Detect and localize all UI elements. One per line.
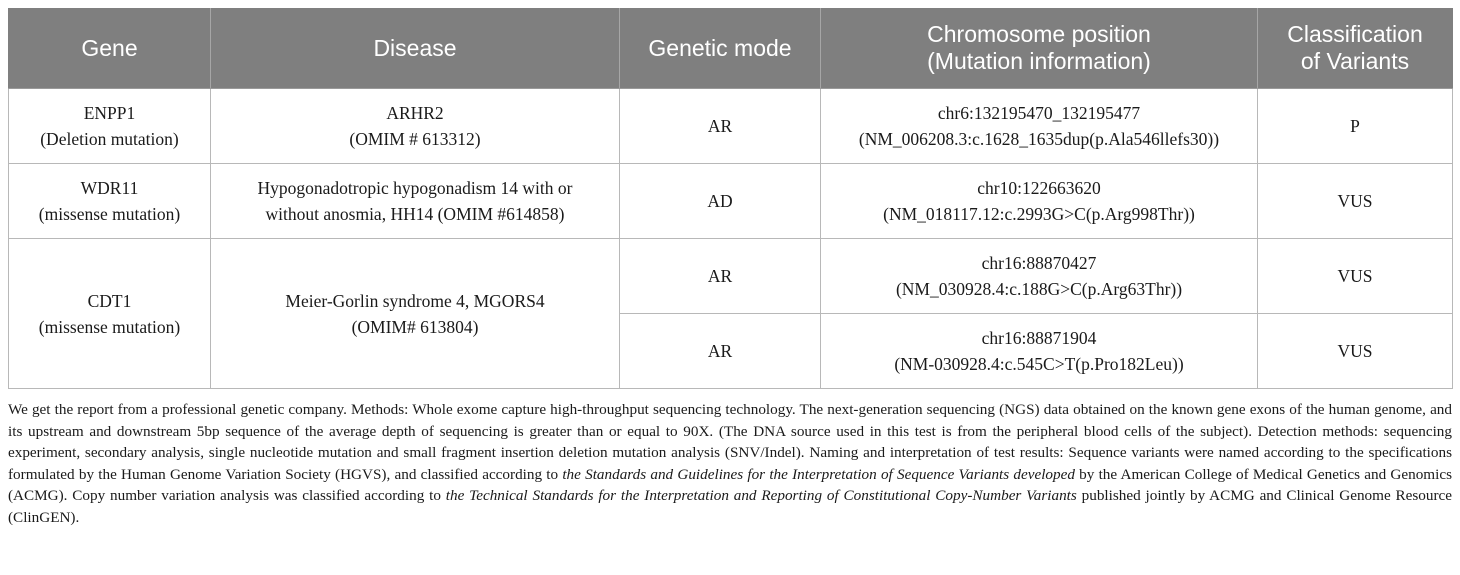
gene-cell [9,239,211,389]
gene-name: WDR11 [80,178,139,198]
mutation-information: (NM-030928.4:c.545C>T(p.Pro182Leu)) [894,354,1184,374]
disease-omim: (OMIM # 613312) [349,129,481,149]
disease-omim: without anosmia, HH14 (OMIM #614858) [265,204,565,224]
footnote-cnv-standard-title: the Technical Standards for the Interpretation and Reporting of Constitutional Copy-Number Variants [445,487,1077,505]
table-row [9,239,1453,314]
classification-cell: VUS [1258,164,1453,239]
table-footnote [8,399,1452,529]
chromosome-position-cell [821,89,1258,164]
header-chromosome-line2: (Mutation information) [927,48,1151,74]
chromosome-position: chr16:88871904 [981,328,1097,348]
mutation-information: (NM_018117.12:c.2993G>C(p.Arg998Thr)) [883,204,1195,224]
header-chromosome-position [821,8,1258,89]
variants-table [8,8,1453,389]
disease-cell [211,164,620,239]
header-classification [1258,8,1453,89]
header-chromosome-line1: Chromosome position [927,21,1151,47]
disease-omim: (OMIM# 613804) [351,316,479,337]
chromosome-position: chr16:88870427 [981,253,1097,273]
header-classification-line2: of Variants [1300,48,1410,74]
footnote-acmg-guideline-title: the Standards and Guidelines for the Interpretation of Sequence Variants developed [562,465,1075,483]
header-gene: Gene [9,8,211,89]
disease-name: ARHR2 [386,103,444,123]
disease-cell [211,239,620,389]
table-row [9,164,1453,239]
disease-name: Meier-Gorlin syndrome 4, MGORS4 [285,290,545,311]
genetic-mode-cell: AR [620,314,821,389]
gene-cell [9,164,211,239]
mutation-information: (NM_030928.4:c.188G>C(p.Arg63Thr)) [895,279,1183,299]
footnote-text: by the American College of Medical Genetics and Genomics (ACMG). Copy number variation analysis was classified according to [8,465,1452,505]
header-classification-line1: Classification [1287,21,1423,47]
gene-name: CDT1 [87,290,132,311]
classification-cell: P [1258,89,1453,164]
header-disease: Disease [211,8,620,89]
chromosome-position-cell [821,164,1258,239]
genetic-mode-cell: AR [620,239,821,314]
footnote-text: published jointly by ACMG and Clinical Genome Resource (ClinGEN). [8,487,1453,526]
mutation-information: (NM_006208.3:c.1628_1635dup(p.Ala546llefs30)) [858,129,1220,149]
gene-name: ENPP1 [83,103,136,123]
genetic-mode-cell: AD [620,164,821,239]
header-row [9,8,1453,89]
chromosome-position-cell [821,314,1258,389]
header-genetic-mode: Genetic mode [620,8,821,89]
genetic-mode-cell: AR [620,89,821,164]
mutation-type: (missense mutation) [38,204,181,224]
classification-cell: VUS [1258,239,1453,314]
chromosome-position: chr6:132195470_132195477 [937,103,1141,123]
table-row [9,89,1453,164]
disease-name: Hypogonadotropic hypogonadism 14 with or [257,178,573,198]
mutation-type: (missense mutation) [38,316,181,337]
classification-cell: VUS [1258,314,1453,389]
mutation-type: (Deletion mutation) [40,129,179,149]
gene-cell [9,89,211,164]
chromosome-position-cell [821,239,1258,314]
disease-cell [211,89,620,164]
footnote-text: We get the report from a professional genetic company. Methods: Whole exome capture high-throughput sequencing technology. The next-generation sequencing (NGS) data obtained on the known gene exons of the human genome, and its upstream and downstream 5bp sequence of the average depth of sequencing is greater than or equal to 90X. (The DNA source used in this test is from the peripheral blood cells of the subject). Detection methods: sequencing experiment, secondary analysis, single nucleotide mutation and small fragment insertion deletion mutation analysis (SNV/Indel). Naming and interpretation of test results: Sequence variants were named according to the specifications formulated by the Human Genome Variation Society (HGVS), and classified according to [8,401,1452,483]
chromosome-position: chr10:122663620 [977,178,1101,198]
